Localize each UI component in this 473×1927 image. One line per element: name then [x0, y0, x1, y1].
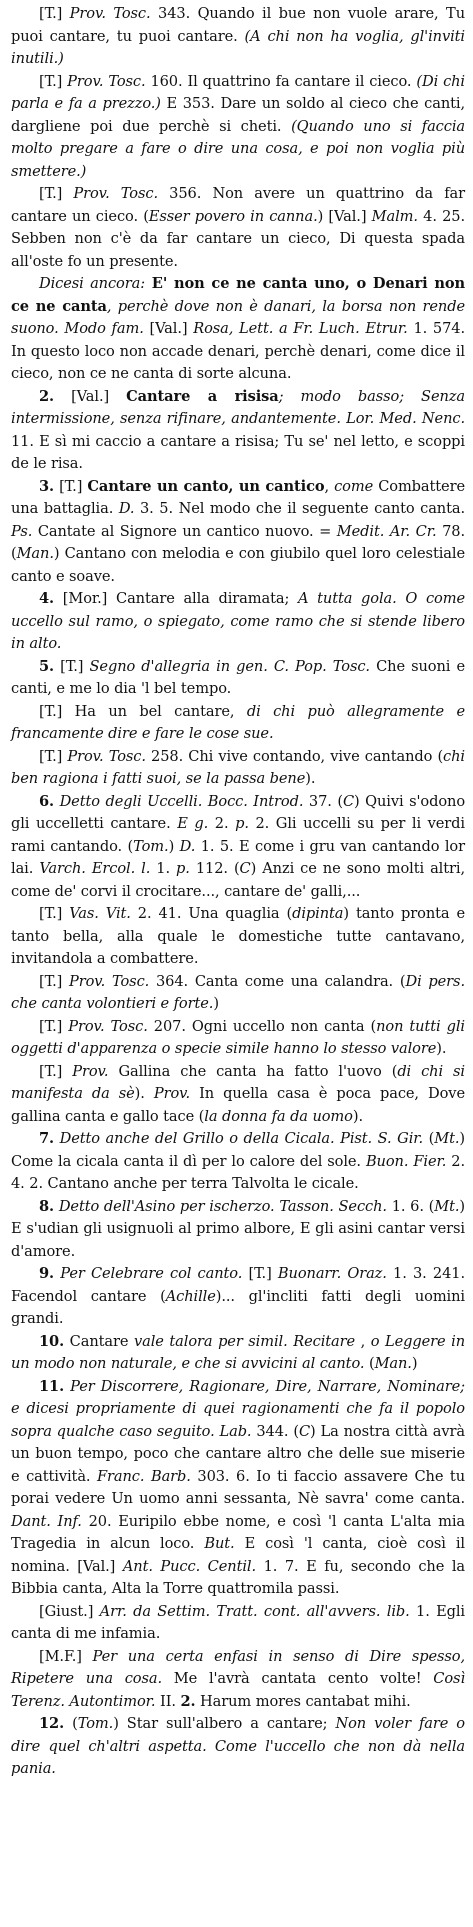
text-segment: 11. E sì mi caccio a cantare a risisa; Tu se' nel letto, e scoppi de le risa. [11, 432, 465, 472]
text-segment: Di pers. che canta volontieri e forte. [11, 972, 465, 1012]
text-segment: Per Discorrere, Ragionare, Dire, Narrare, Nominare; e dicesi propriamente di quei ragionamenti che fa il popolo sopra qualche caso seguito. Lab. [11, 1377, 465, 1440]
text-segment: [Val.] [54, 387, 127, 405]
entry-paragraph [11, 701, 465, 746]
text-segment: E g. [177, 815, 209, 832]
text-segment: Medit. Ar. Cr. [336, 522, 437, 540]
text-segment: Per Celebrare col canto. [60, 1265, 243, 1282]
text-segment: [T.] [39, 185, 74, 202]
text-segment: Prov. Tosc. [73, 185, 158, 202]
entry-paragraph [11, 1061, 465, 1129]
text-segment: o Leggere in un modo non naturale, e che si avvicini al canto. [11, 1332, 466, 1372]
entry-paragraph [11, 791, 465, 904]
text-segment: [T.] [39, 747, 68, 765]
text-segment: Detto degli Uccelli. Bocc. Introd. [59, 792, 304, 810]
text-segment: Dicesi ancora: [39, 275, 146, 292]
text-segment: Segno d'allegria in gen. C. Pop. Tosc. [89, 657, 370, 675]
text-segment: 2. [39, 387, 55, 405]
text-segment: Man. [16, 545, 54, 562]
text-segment: [T.] [39, 972, 69, 990]
text-segment: [T.] [39, 72, 68, 90]
text-segment: In quella casa è poca pace, Dove gallina canta e gallo tace ( [11, 1085, 465, 1125]
entry-paragraph [11, 1128, 465, 1196]
text-segment: ( [364, 1355, 375, 1372]
text-segment: (A chi non ha voglia, gl'inviti inutili.) [11, 27, 465, 67]
text-segment: vale talora per simil. Recitare [133, 1332, 356, 1350]
text-segment: C [239, 860, 251, 877]
entry-paragraph [11, 71, 465, 184]
text-segment: ) E s'udian gli usignuoli al primo albore, E gli asini cantar versi d'amore. [11, 1197, 465, 1260]
text-segment: 1. 7. E fu, secondo che la Bibbia canta, Alta la Torre quattromila passi. [11, 1557, 465, 1597]
text-segment: ( [64, 1715, 78, 1732]
entry-paragraph [11, 1263, 465, 1331]
text-segment: , [355, 1332, 371, 1350]
text-segment: 356. Non avere un quattrino da far cantare un cieco. ( [11, 185, 465, 225]
text-segment: 1. 5. E come i gru van cantando lor lai. [11, 837, 465, 877]
text-segment: 112. ( [189, 860, 240, 877]
text-segment: ). [305, 770, 316, 787]
text-segment: Prov. Tosc. [67, 747, 146, 765]
text-segment: Dant. Inf. [11, 1512, 82, 1530]
text-segment: 343. Quando il bue non vuole arare, Tu puoi cantare, tu puoi cantare. [11, 5, 465, 45]
text-segment: [T.] [39, 1062, 73, 1080]
text-segment: Cantare alla diramata; [116, 590, 299, 607]
text-segment: 12. [39, 1715, 65, 1732]
text-segment: Prov. Tosc. [69, 5, 151, 22]
text-segment: 2. 41. Una quaglia ( [130, 905, 293, 922]
text-segment: D. [118, 500, 135, 517]
entry-paragraph [11, 1331, 465, 1376]
text-segment: [T.] [242, 1265, 278, 1282]
text-segment: Mt. [434, 1130, 460, 1147]
text-segment: Malm. [371, 207, 418, 225]
text-segment: [Giust.] [39, 1602, 100, 1620]
text-segment: Cantare un canto, un cantico [87, 477, 325, 495]
text-segment: )... gl'incliti fatti degli uomini grandi. [11, 1287, 465, 1327]
text-segment: E' non ce ne canta uno, o Denari non ce ne canta [11, 275, 465, 315]
text-segment: di chi può allegramente e francamente dire e fare le cose sue. [11, 702, 465, 742]
entry-paragraph [11, 1601, 465, 1646]
text-segment: Buonarr. Oraz. [277, 1265, 387, 1282]
text-segment: ) [Val.] [317, 207, 372, 225]
text-segment: p. [176, 860, 190, 877]
text-segment: [M.F.] [39, 1647, 93, 1665]
text-segment: ). [352, 1107, 363, 1125]
text-segment: [T.] [39, 5, 70, 22]
text-segment: Varch. Ercol. l. [39, 860, 151, 877]
text-segment: Vas. Vit. [69, 905, 131, 922]
text-segment: non tutti gli oggetti d'apparenza o specie simile hanno lo stesso valore [11, 1017, 465, 1057]
text-segment: [Val.] [143, 320, 194, 337]
entry-paragraph [11, 1646, 465, 1714]
text-segment: 258. Chi vive contando, vive cantando ( [145, 747, 444, 765]
text-segment: dipinta [292, 905, 344, 922]
text-segment: 4. 25. Sebben non c'è da far cantare un cieco, Di questa spada all'oste fo un presente. [11, 207, 465, 270]
text-segment: Che suoni e canti, e me lo dia 'l bel tempo. [11, 657, 466, 697]
text-segment: 1. [150, 860, 177, 877]
text-segment: Me l'avrà cantata cento volte! [162, 1670, 434, 1687]
text-segment: 2. Gli uccelli su per li verdi rami cantando. ( [11, 815, 465, 855]
entry-paragraph [11, 746, 465, 791]
entry-paragraph [11, 1196, 465, 1264]
text-segment: [Mor.] [54, 590, 116, 607]
text-segment: 344. ( [251, 1422, 299, 1440]
text-segment: 1. 3. 241. Facendol cantare ( [11, 1265, 465, 1305]
text-segment: ) tanto pronta e tanto bella, alla quale le domestiche tutte cantavano, invitandola a combattere. [11, 905, 465, 967]
text-segment: Detto dell'Asino per ischerzo. Tasson. Secch. [58, 1197, 387, 1215]
text-segment: ) [168, 837, 180, 855]
text-segment: Combattere una battaglia. [11, 477, 466, 517]
text-segment: 10. [39, 1332, 65, 1350]
text-segment: ) Quivi s'odono gli uccelletti cantare. [11, 792, 465, 832]
text-segment: 11. [39, 1377, 65, 1395]
text-segment: Detto anche del Grillo o della Cicala. Pist. S. Gir. [59, 1130, 424, 1147]
entry-paragraph [11, 183, 465, 273]
text-segment: 8. [39, 1197, 55, 1215]
entry-paragraph [11, 971, 465, 1016]
text-segment: C [342, 792, 355, 810]
entry-paragraph [11, 386, 465, 476]
text-segment: C [298, 1422, 311, 1440]
text-segment: 303. 6. Io ti faccio assavere Che tu porai vedere Un uomo anni sessanta, Nè savra' come canta. [11, 1467, 465, 1507]
text-segment: 78. ( [11, 522, 465, 562]
text-segment: Prov. Tosc. [68, 1017, 148, 1035]
text-segment: 207. Ogni uccello non canta ( [147, 1017, 377, 1035]
entry-paragraph [11, 273, 465, 386]
text-segment: Prov. [72, 1062, 109, 1080]
text-segment: 4. [39, 590, 55, 607]
text-segment: 2. [180, 1692, 196, 1710]
text-segment: chi ben ragiona i fatti suoi, se la passa bene [11, 747, 465, 787]
text-segment: Ps. [11, 522, 33, 540]
text-segment: 160. Il quattrino fa cantare il cieco. [145, 72, 417, 90]
text-segment: ) La nostra città avrà un buon tempo, poco che cantare altro che delle sue miserie e cattività. [11, 1422, 466, 1485]
text-segment: Prov. Tosc. [68, 972, 150, 990]
text-segment: Tom. [77, 1715, 114, 1732]
text-segment: 3. [39, 477, 55, 495]
text-segment: [T.] [54, 477, 88, 495]
entry-paragraph [11, 3, 465, 71]
text-segment: [T.] Ha un bel cantare, [39, 702, 247, 720]
text-segment: ) [411, 1355, 418, 1372]
text-segment: 20. Euripilo ebbe nome, e così 'l canta L'alta mia Tragedia in alcun loco. [11, 1512, 465, 1552]
text-segment: [T.] [54, 657, 90, 675]
text-segment: E così 'l canta, cioè così il nomina. [Val.] [11, 1535, 465, 1575]
text-segment: di chi si manifesta da sè [11, 1062, 465, 1102]
text-segment: A tutta gola. O come uccello sul ramo, o spiegato, come ramo che si stende libero in alto. [11, 590, 466, 652]
entry-paragraph [11, 903, 465, 971]
text-segment: p. [235, 815, 249, 832]
text-segment: ) Star sull'albero a cantare; [113, 1715, 336, 1732]
text-segment: Franc. Barb. [97, 1467, 191, 1485]
text-segment: , [324, 477, 335, 495]
text-segment: 37. ( [303, 792, 343, 810]
text-segment: Così Terenz. Autontimor. [11, 1670, 466, 1710]
text-segment: (Quando uno si faccia molto pregare a fare o dire una cosa, e poi non voglia più smettere.) [11, 117, 465, 180]
text-segment: Esser povero in canna. [148, 207, 318, 225]
text-segment: 2. 4. 2. Cantano anche per terra Talvolta le cicale. [11, 1152, 465, 1192]
text-segment: Prov. Tosc. [67, 72, 146, 90]
text-segment: [T.] [39, 905, 70, 922]
text-segment: 1. 574. In questo loco non accade denari, perchè denari, come dice il cieco, non ce ne canta di sorte alcuna. [11, 320, 465, 382]
text-segment: Harum mores cantabat mihi. [195, 1692, 411, 1710]
entry-paragraph [11, 656, 465, 701]
entry-paragraph [11, 476, 465, 589]
text-segment: ; modo basso; Senza intermissione, senza rifinare, andantemente. Lor. Med. Nenc. [11, 387, 465, 427]
text-segment: 5. [39, 657, 55, 675]
text-segment: 9. [39, 1265, 55, 1282]
text-segment: ). [436, 1040, 447, 1057]
text-segment: ). [134, 1085, 154, 1102]
entry-paragraph [11, 1713, 465, 1781]
text-segment: Achille [165, 1287, 216, 1305]
text-segment: Buon. Fier. [365, 1152, 447, 1170]
entry-paragraph [11, 1376, 465, 1601]
text-segment: Arr. da Settim. Tratt. cont. all'avvers. lib. [99, 1602, 410, 1620]
entry-paragraph [11, 1016, 465, 1061]
text-segment: 6. [39, 792, 55, 810]
text-segment: Cantare a risisa [126, 387, 279, 405]
text-segment: 1. 6. ( [386, 1197, 435, 1215]
text-segment: Mt. [434, 1197, 460, 1215]
text-segment: Ant. Pucc. Centil. [122, 1557, 257, 1575]
text-segment: E 353. Dare un soldo al cieco che canti, dargliene poi due perchè si cheti. [11, 95, 465, 135]
text-segment: Non voler fare o dire quel ch'altri aspetta. Come l'uccello che non dà nella pania. [11, 1715, 465, 1777]
text-segment: Per una certa enfasi in senso di Dire spesso, Ripetere una cosa. [11, 1647, 465, 1687]
text-segment: Cantate al Signore un cantico nuovo. = [32, 522, 337, 540]
text-segment: But. [204, 1535, 235, 1552]
text-segment: [T.] [39, 1017, 69, 1035]
text-segment: come [334, 477, 374, 495]
text-segment: la donna fa da uomo [204, 1107, 353, 1125]
text-segment: Cantare [64, 1332, 134, 1350]
text-segment: II. [155, 1692, 181, 1710]
text-segment: 7. [39, 1130, 55, 1147]
text-segment: ) Cantano con melodia e con giubilo quel loro celestiale canto e soave. [11, 545, 465, 585]
text-segment: Prov. [153, 1085, 191, 1102]
entry-paragraph [11, 588, 465, 656]
text-segment: Rosa, Lett. a Fr. Luch. Etrur. [193, 320, 408, 337]
text-segment: ( [423, 1130, 435, 1147]
text-segment: (Di chi parla e fa a prezzo.) [11, 72, 466, 112]
text-segment: 1. Egli canta di me infamia. [11, 1602, 466, 1642]
text-segment: ) [213, 995, 219, 1012]
text-segment: ) Anzi ce ne sono molti altri, come de' corvi il crocitare..., cantare de' galli,... [11, 860, 465, 900]
text-segment: D. [179, 837, 196, 855]
text-segment: Tom. [133, 837, 169, 855]
text-segment: Gallina che canta ha fatto l'uovo ( [108, 1062, 398, 1080]
text-segment: 2. [208, 815, 236, 832]
text-segment: ) Come la cicala canta il dì per lo calore del sole. [11, 1130, 466, 1170]
text-segment: Man. [374, 1355, 412, 1372]
text-segment: 364. Canta come una calandra. ( [149, 972, 406, 990]
text-segment: 3. 5. Nel modo che il seguente canto canta. [134, 500, 466, 517]
text-segment: , perchè dove non è danari, la borsa non rende suono. Modo fam. [11, 297, 465, 337]
